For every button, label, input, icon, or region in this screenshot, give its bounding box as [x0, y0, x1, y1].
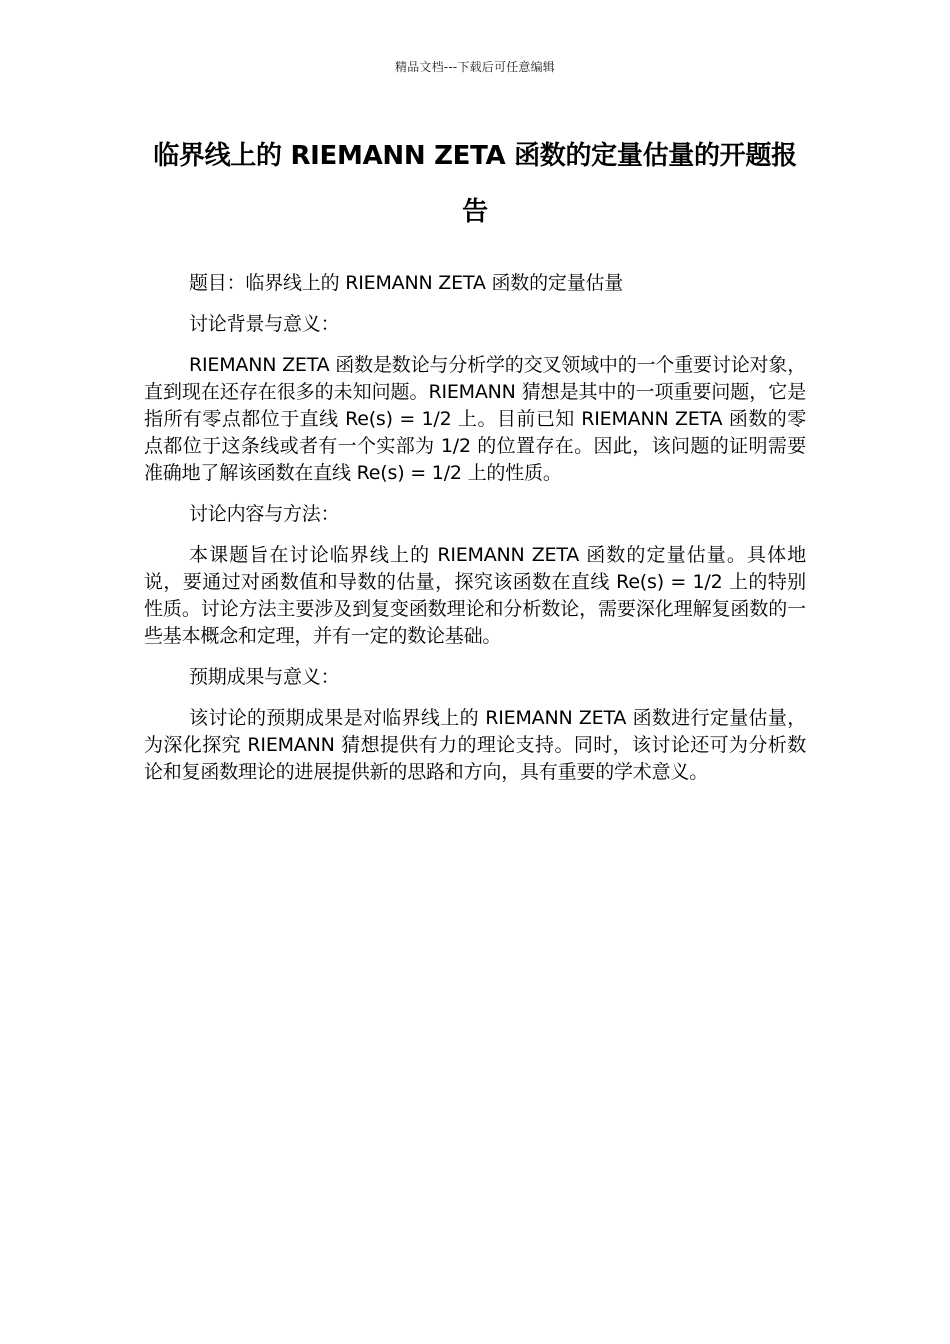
document-body [144, 270, 806, 800]
section-body-background: RIEMANN ZETA 函数是数论与分析学的交叉领域中的一个重要讨论对象，直到现在还存在很多的未知问题。RIEMANN 猜想是其中的一项重要问题，它是指所有零点都位于直线 Re(s) = 1/2 上。目前已知 RIEMANN ZETA 函数的零点都位于这条线或者有一个实部为 1/2 的位置存在。因此，该问题的证明需要准确地了解该函数在直线 Re(s) = 1/2 上的性质。 [144, 354, 806, 484]
section-body-outcomes: 该讨论的预期成果是对临界线上的 RIEMANN ZETA 函数进行定量估量，为深化探究 RIEMANN 猜想提供有力的理论支持。同时，该讨论还可为分析数论和复函数理论的进展提供新的思路和方向，具有重要的学术意义。 [144, 707, 806, 783]
document-title: 临界线上的 RIEMANN ZETA 函数的定量估量的开题报告 [153, 141, 797, 227]
topic-line: 题目：临界线上的 RIEMANN ZETA 函数的定量估量 [189, 272, 624, 294]
page-header: 精品文档---下载后可任意编辑 [395, 60, 555, 74]
section-heading-outcomes: 预期成果与意义： [189, 666, 340, 688]
section-body-methods: 本课题旨在讨论临界线上的 RIEMANN ZETA 函数的定量估量。具体地说，要通过对函数值和导数的估量，探究该函数在直线 Re(s) = 1/2 上的特别性质。讨论方法主要涉及到复变函数理论和分析数论，需要深化理解复函数的一些基本概念和定理，并有一定的数论基础。 [144, 544, 806, 647]
section-heading-background: 讨论背景与意义： [189, 313, 340, 335]
section-heading-methods: 讨论内容与方法： [189, 503, 340, 525]
